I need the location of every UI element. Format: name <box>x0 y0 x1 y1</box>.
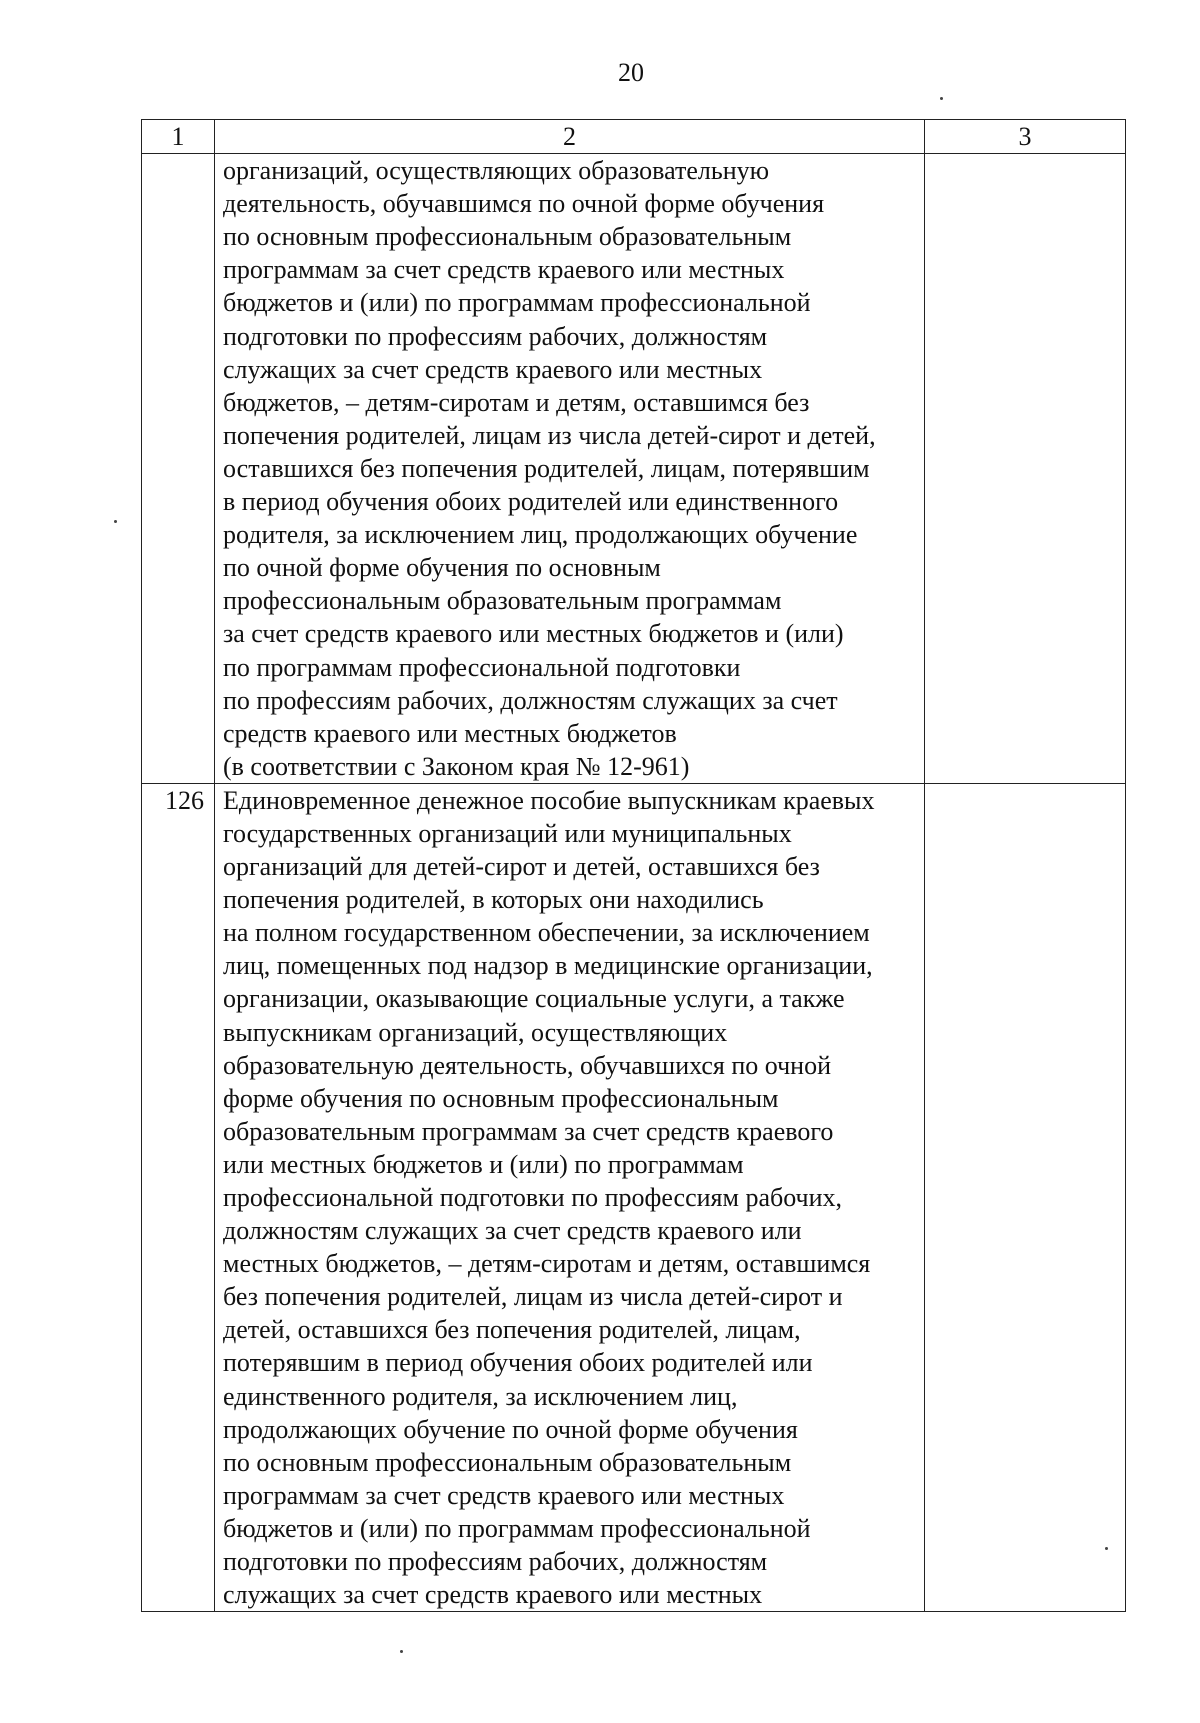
scan-speck <box>400 1650 403 1653</box>
row-number <box>142 154 215 784</box>
table-row <box>142 783 1126 1611</box>
text-line: форме обучения по основным профессиональным <box>223 1083 779 1113</box>
text-line: без попечения родителей, лицам из числа детей-сирот и <box>223 1282 843 1312</box>
text-line: служащих за счет средств краевого или местных <box>223 1580 763 1610</box>
text-line: (в соответствии с Законом края № 12-961) <box>223 751 690 781</box>
text-line: средств краевого или местных бюджетов <box>223 718 677 748</box>
text-line: программам за счет средств краевого или местных <box>223 255 785 285</box>
text-line: попечения родителей, лицам из числа детей-сирот и детей, <box>223 420 876 450</box>
text-line: Единовременное денежное пособие выпускникам краевых <box>223 785 875 815</box>
scan-speck <box>114 520 117 523</box>
text-line: по программам профессиональной подготовки <box>223 652 741 682</box>
text-line: лиц, помещенных под надзор в медицинские организации, <box>223 951 873 981</box>
row-text <box>215 154 925 784</box>
text-line: родителя, за исключением лиц, продолжающих обучение <box>223 520 858 550</box>
text-line: государственных организаций или муниципальных <box>223 818 792 848</box>
text-line: бюджетов и (или) по программам профессиональной <box>223 288 811 318</box>
text-line: организаций для детей-сирот и детей, оставшихся без <box>223 852 820 882</box>
text-line: подготовки по профессиям рабочих, должностям <box>223 321 768 351</box>
header-col-1: 1 <box>142 120 215 154</box>
text-line: образовательную деятельность, обучавшихся по очной <box>223 1050 832 1080</box>
row-text <box>215 783 925 1611</box>
text-line: оставшихся без попечения родителей, лицам, потерявшим <box>223 453 870 483</box>
text-line: попечения родителей, в которых они находились <box>223 885 764 915</box>
text-line: на полном государственном обеспечении, за исключением <box>223 918 870 948</box>
text-line: организации, оказывающие социальные услуги, а также <box>223 984 845 1014</box>
text-line: выпускникам организаций, осуществляющих <box>223 1017 728 1047</box>
text-line: подготовки по профессиям рабочих, должностям <box>223 1547 768 1577</box>
table-header-row <box>142 120 1126 154</box>
scan-speck <box>1105 1547 1108 1550</box>
text-line: бюджетов и (или) по программам профессиональной <box>223 1513 811 1543</box>
text-line: потерявшим в период обучения обоих родителей или <box>223 1348 813 1378</box>
text-line: программам за счет средств краевого или местных <box>223 1480 785 1510</box>
text-line: по очной форме обучения по основным <box>223 553 661 583</box>
text-line: организаций, осуществляющих образовательную <box>223 156 770 186</box>
table-row <box>142 154 1126 784</box>
row-number: 126 <box>142 783 215 1611</box>
header-col-2: 2 <box>215 120 925 154</box>
row-col3 <box>925 154 1126 784</box>
page-number: 20 <box>618 58 644 87</box>
text-line: местных бюджетов, – детям-сиротам и детям, оставшимся <box>223 1249 871 1279</box>
document-table <box>141 119 1126 1612</box>
text-line: профессиональной подготовки по профессиям рабочих, <box>223 1183 843 1212</box>
text-line: профессиональным образовательным программам <box>223 586 782 616</box>
scan-speck <box>940 97 943 100</box>
header-col-3: 3 <box>925 120 1126 154</box>
text-line: детей, оставшихся без попечения родителей, лицам, <box>223 1315 801 1345</box>
text-line: должностям служащих за счет средств краевого или <box>223 1216 802 1246</box>
text-line: по основным профессиональным образовательным <box>223 222 792 252</box>
text-line: в период обучения обоих родителей или единственного <box>223 487 839 517</box>
row-col3 <box>925 783 1126 1611</box>
text-line: бюджетов, – детям-сиротам и детям, оставшимся без <box>223 387 810 417</box>
text-line: единственного родителя, за исключением лиц, <box>223 1381 738 1411</box>
text-line: деятельность, обучавшимся по очной форме обучения <box>223 189 825 219</box>
text-line: служащих за счет средств краевого или местных <box>223 354 763 384</box>
text-line: продолжающих обучение по очной форме обучения <box>223 1414 798 1444</box>
text-line: образовательным программам за счет средств краевого <box>223 1116 834 1146</box>
text-line: за счет средств краевого или местных бюджетов и (или) <box>223 619 844 649</box>
text-line: или местных бюджетов и (или) по программам <box>223 1149 744 1179</box>
text-line: по основным профессиональным образовательным <box>223 1447 792 1477</box>
text-line: по профессиям рабочих, должностям служащих за счет <box>223 685 838 715</box>
